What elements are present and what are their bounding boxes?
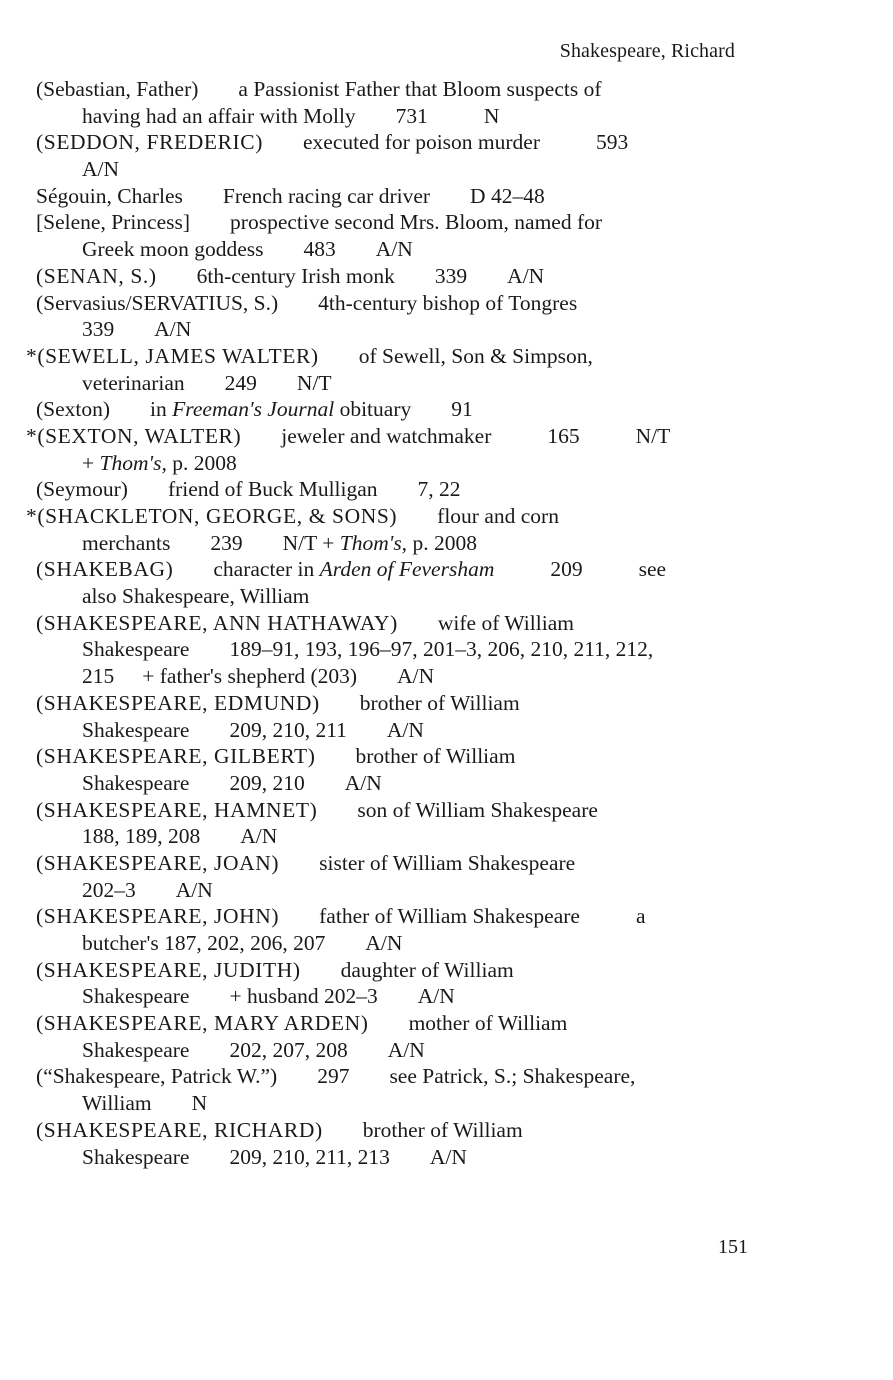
entry-description: French racing car driver: [222, 183, 431, 208]
entry-description: butcher's 187, 202, 206, 207: [82, 931, 326, 955]
index-entry: [0, 503, 893, 556]
entry-line: [0, 476, 893, 503]
index-entry: [0, 76, 893, 129]
entry-line: [0, 423, 893, 450]
entry-code: A/N: [429, 1144, 467, 1169]
index-entry: [0, 129, 893, 182]
entry-line: [0, 209, 893, 236]
entry-description: daughter of William: [340, 957, 514, 982]
entry-line: [0, 903, 893, 930]
entry-line: [0, 636, 893, 663]
index-entry: [0, 396, 893, 423]
entry-description: Shakespeare: [82, 984, 190, 1009]
index-entry: [0, 903, 893, 956]
entry-line: [0, 129, 893, 156]
entry-description: in: [150, 397, 167, 422]
index-entry: [0, 423, 893, 476]
entry-heading: *(SHACKLETON, GEORGE, & SONS): [26, 504, 398, 528]
entry-crossref: also Shakespeare, William: [82, 584, 310, 609]
entry-pages: 209, 210, 211, 213: [229, 1144, 390, 1169]
entry-heading: (SHAKESPEARE, RICHARD): [36, 1117, 323, 1142]
entry-pages: 215: [82, 664, 115, 689]
entry-description: a Passionist Father that Bloom suspects of: [238, 77, 602, 101]
entry-line: [0, 1063, 893, 1090]
entry-description: Greek moon goddess: [82, 237, 264, 262]
entry-line: [0, 770, 893, 797]
entry-description: 4th-century bishop of Tongres: [318, 290, 578, 315]
entry-heading: *(SEXTON, WALTER): [26, 423, 242, 448]
entry-code: A/N: [397, 664, 435, 689]
entry-pages: 209, 210, 211: [229, 717, 347, 742]
entry-heading: (SHAKESPEARE, JOHN): [36, 904, 280, 929]
entry-line: [0, 1144, 893, 1171]
index-entry: [0, 690, 893, 743]
entry-line: [0, 983, 893, 1010]
entry-description: + husband 202–3: [229, 984, 378, 1009]
entry-title: Freeman's Journal: [172, 397, 335, 422]
entry-description: character in: [213, 557, 315, 582]
index-entry: [0, 263, 893, 290]
entry-line: [0, 343, 893, 370]
entry-code: A/N: [154, 317, 192, 342]
entry-heading: (“Shakespeare, Patrick W.”): [36, 1064, 278, 1089]
entry-line: [0, 930, 893, 957]
entry-code: A/N: [240, 824, 278, 849]
entry-line: [0, 76, 893, 103]
entry-heading: (SHAKESPEARE, JUDITH): [36, 957, 301, 982]
entry-description: jeweler and watchmaker: [281, 423, 492, 448]
entry-heading: *(SEWELL, JAMES WALTER): [26, 343, 319, 368]
entry-description: 6th-century Irish monk: [196, 263, 395, 288]
entry-code: N/T +: [282, 530, 335, 555]
entry-line: [0, 743, 893, 770]
entry-heading: (Seymour): [36, 477, 128, 502]
index-entry: [0, 1117, 893, 1170]
entry-line: [0, 717, 893, 744]
entry-pages: 202, 207, 208: [229, 1037, 348, 1062]
index-entry: [0, 343, 893, 396]
entry-description: flour and corn: [437, 504, 559, 528]
entry-code: A/N: [507, 263, 545, 288]
entry-description: executed for poison murder: [303, 130, 541, 155]
entry-description: Shakespeare: [82, 637, 190, 662]
entry-line: [0, 316, 893, 343]
index-entry: [0, 1010, 893, 1063]
entry-description: Shakespeare: [82, 770, 190, 795]
entry-code: A/N: [175, 877, 213, 902]
page-number: 151: [718, 1236, 748, 1258]
entry-line: [0, 236, 893, 263]
entry-description: wife of William: [437, 610, 574, 635]
entry-pages: 483: [303, 237, 336, 262]
index-entry: [0, 1063, 893, 1116]
entry-line: [0, 823, 893, 850]
entry-line: [0, 396, 893, 423]
entry-crossref: see Patrick, S.; Shakespeare,: [389, 1064, 636, 1089]
entry-description: father of William Shakespeare: [319, 904, 580, 929]
index-entry: [0, 476, 893, 503]
entry-pages: p. 2008: [172, 450, 237, 475]
entry-line: [0, 1090, 893, 1117]
entry-line: [0, 663, 893, 690]
entry-description: of Sewell, Son & Simpson,: [358, 343, 593, 368]
entry-heading: Ségouin, Charles: [36, 183, 183, 208]
entry-title: Thom's,: [99, 450, 167, 475]
entry-description: Shakespeare: [82, 1144, 190, 1169]
entry-pages: 339: [82, 317, 115, 342]
entry-line: [0, 583, 893, 610]
entry-code: N: [191, 1091, 208, 1116]
index-entry: [0, 610, 893, 690]
entry-line: [0, 690, 893, 717]
entry-pages: 189–91, 193, 196–97, 201–3, 206, 210, 211, 212,: [229, 637, 654, 662]
entry-line: [0, 103, 893, 130]
entry-title: Arden of Feversham: [319, 557, 495, 582]
entry-heading: (SHAKESPEARE, EDMUND): [36, 690, 320, 715]
entry-description: son of William Shakespeare: [357, 797, 598, 822]
entry-line: [0, 1037, 893, 1064]
entry-pages: 7, 22: [417, 477, 461, 502]
index-entry: [0, 743, 893, 796]
entry-heading: [Selene, Princess]: [36, 210, 191, 235]
index-entries: [0, 76, 893, 1170]
entry-code: A/N: [417, 984, 455, 1009]
entry-pages: 249: [224, 370, 257, 395]
entry-description: Shakespeare: [82, 717, 190, 742]
entry-description: veterinarian: [82, 370, 185, 395]
entry-heading: (Servasius/SERVATIUS, S.): [36, 290, 279, 315]
entry-heading: (SHAKESPEARE, MARY ARDEN): [36, 1011, 369, 1036]
entry-description: mother of William: [408, 1011, 568, 1036]
entry-pages: 209: [550, 557, 583, 582]
entry-description: sister of William Shakespeare: [319, 850, 576, 875]
entry-code: +: [82, 450, 95, 475]
entry-heading: (SHAKESPEARE, HAMNET): [36, 797, 318, 822]
index-entry: [0, 797, 893, 850]
entry-description: prospective second Mrs. Bloom, named for: [230, 210, 603, 235]
entry-line: [0, 957, 893, 984]
entry-line: [0, 290, 893, 317]
entry-heading: (SEDDON, FREDERIC): [36, 130, 263, 155]
index-entry: [0, 556, 893, 609]
entry-description: obituary: [339, 397, 412, 422]
entry-pages: 165: [547, 423, 580, 448]
entry-line: [0, 503, 893, 530]
entry-line: [0, 610, 893, 637]
entry-line: [0, 263, 893, 290]
entry-line: [0, 797, 893, 824]
index-entry: [0, 850, 893, 903]
entry-pages: D 42–48: [470, 183, 545, 208]
entry-line: [0, 1117, 893, 1144]
entry-heading: (SHAKESPEARE, GILBERT): [36, 744, 316, 769]
entry-pages: 202–3: [82, 877, 136, 902]
entry-line: [0, 556, 893, 583]
entry-code: N: [483, 103, 500, 128]
entry-pages: 239: [210, 530, 243, 555]
entry-heading: (SHAKEBAG): [36, 557, 174, 582]
entry-heading: (SHAKESPEARE, JOAN): [36, 850, 280, 875]
index-entry: [0, 957, 893, 1010]
entry-code: A/N: [387, 1037, 425, 1062]
entry-pages: 339: [434, 263, 468, 288]
entry-line: [0, 450, 893, 477]
index-entry: [0, 290, 893, 343]
entry-heading: (SHAKESPEARE, ANN HATHAWAY): [36, 610, 398, 635]
entry-crossref: see: [638, 557, 667, 582]
entry-heading: (Sebastian, Father): [36, 77, 199, 101]
entry-line: [0, 183, 893, 210]
entry-line: [0, 530, 893, 557]
entry-pages: 297: [317, 1064, 350, 1089]
entry-code: N/T: [296, 370, 332, 395]
entry-title: Thom's,: [339, 530, 408, 555]
entry-line: [0, 877, 893, 904]
entry-line: [0, 156, 893, 183]
entry-heading: (Sexton): [36, 397, 111, 422]
entry-description: friend of Buck Mulligan: [167, 477, 378, 502]
entry-description: having had an affair with Molly: [82, 103, 356, 128]
entry-pages: 209, 210: [229, 770, 305, 795]
entry-code: A/N: [365, 931, 403, 955]
entry-description: Shakespeare: [82, 1037, 190, 1062]
entry-code: N/T: [635, 423, 671, 448]
entry-description: brother of William: [359, 690, 520, 715]
entry-description: brother of William: [355, 744, 516, 769]
entry-pages: 91: [451, 397, 473, 422]
entry-line: [0, 850, 893, 877]
entry-description: brother of William: [362, 1117, 523, 1142]
entry-description: + father's shepherd (203): [142, 664, 358, 689]
index-entry: [0, 209, 893, 262]
index-entry: [0, 183, 893, 210]
entry-line: [0, 370, 893, 397]
entry-pages: 731: [395, 103, 428, 128]
entry-pages: p. 2008: [412, 530, 477, 555]
entry-description: merchants: [82, 530, 171, 555]
running-head: Shakespeare, Richard: [559, 40, 735, 62]
entry-pages: 188, 189, 208: [82, 824, 201, 849]
entry-crossref: William: [82, 1091, 152, 1116]
entry-code: A/N: [386, 717, 424, 742]
entry-line: [0, 1010, 893, 1037]
entry-description: a: [635, 904, 646, 929]
entry-pages: 593: [596, 130, 629, 155]
entry-code: A/N: [82, 157, 120, 182]
entry-code: A/N: [344, 770, 382, 795]
entry-code: A/N: [375, 237, 413, 262]
entry-heading: (SENAN, S.): [36, 263, 157, 288]
